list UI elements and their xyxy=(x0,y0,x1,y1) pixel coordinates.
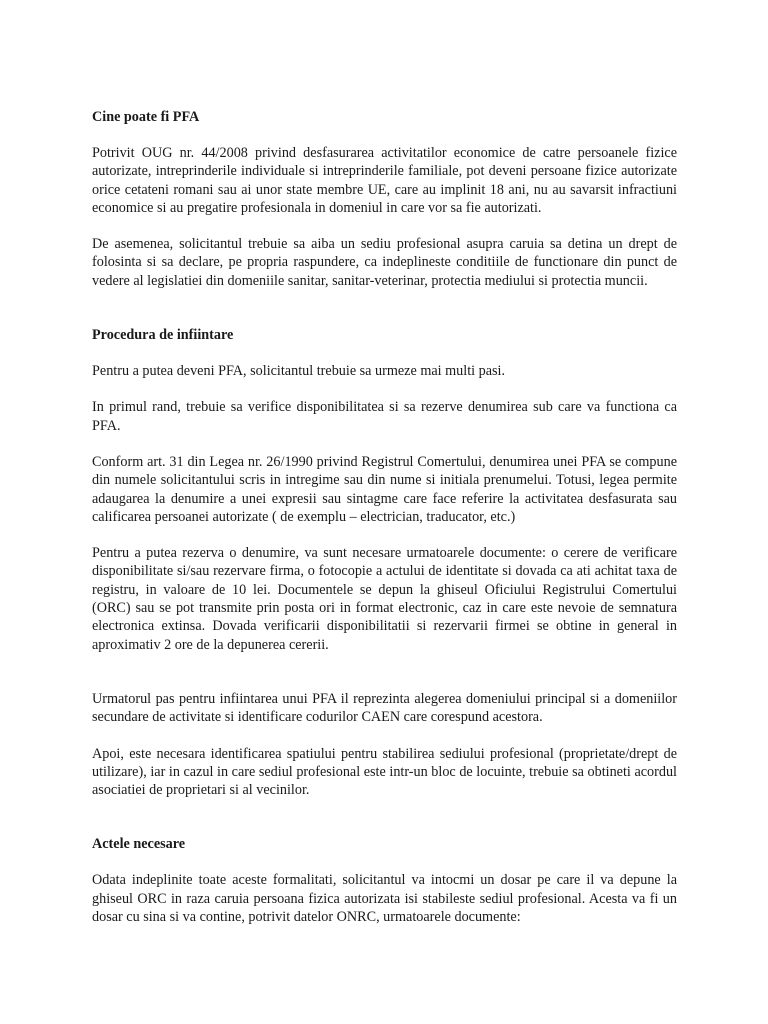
paragraph: Conform art. 31 din Legea nr. 26/1990 privind Registrul Comertului, denumirea unei PFA se compune din numele solicitantului scris in intregime sau din nume si initiala prenumelui. Totusi, legea permite adaugarea la denumire a unei expresii sau sintagme care face referire la activitatea desfasurata sau calificarea persoanei autorizate ( de exemplu – electrician, traducator, etc.) xyxy=(92,453,677,525)
paragraph: Pentru a putea deveni PFA, solicitantul trebuie sa urmeze mai multi pasi. xyxy=(92,363,506,380)
paragraph: Pentru a putea rezerva o denumire, va sunt necesare urmatoarele documente: o cerere de verificare disponibilitate si/sau rezervare firma, o fotocopie a actului de identitate si dovada ca ati achitat taxa de registru, in valoare de 10 lei. Documentele se depun la ghiseul Oficiului Registrului Comertului (ORC) sau se pot transmite prin posta ori in format electronic, caz in care este nevoie de semnatura electronica extinsa. Dovada verificarii disponibilitatii si rezervarii firmei se obtine in general in aproximativ 2 ore de la depunerea cererii. xyxy=(92,545,677,653)
paragraph: In primul rand, trebuie sa verifice disponibilitatea si sa rezerve denumirea sub care va functiona ca PFA. xyxy=(92,399,677,434)
paragraph: De asemenea, solicitantul trebuie sa aiba un sediu profesional asupra caruia sa detina un drept de folosinta si sa declare, pe propria raspundere, ca indeplineste conditiile de functionare din punct de vedere al legislatiei din domeniile sanitar, sanitar-veterinar, protectia mediului si protectia muncii. xyxy=(92,236,677,289)
heading-procedura-de-infiintare: Procedura de infiintare xyxy=(92,327,234,344)
paragraph: Urmatorul pas pentru infiintarea unui PFA il reprezinta alegerea domeniului principal si a domeniilor secundare de activitate si identificare codurilor CAEN care corespund acestora. xyxy=(92,690,677,726)
heading-cine-poate-fi-pfa: Cine poate fi PFA xyxy=(92,109,200,125)
paragraph: Apoi, este necesara identificarea spatiului pentru stabilirea sediului profesional (proprietate/drept de utilizare), iar in cazul in care sediul profesional este intr-un bloc de locuinte, trebuie sa obtineti acordul asociatiei de proprietari si al vecinilor. xyxy=(92,745,677,799)
paragraph: Potrivit OUG nr. 44/2008 privind desfasurarea activitatilor economice de catre persoanele fizice autorizate, intreprinderile individuale si intreprinderile familiale, pot deveni persoane fizice autorizate orice cetateni romani sau ai unor state membre UE, care au implinit 18 ani, nu au savarsit infractiuni economice si au pregatire profesionala in domeniul in care vor sa fie autorizati. xyxy=(92,145,677,216)
document-body xyxy=(92,108,677,926)
heading-actele-necesare: Actele necesare xyxy=(92,836,186,853)
paragraph: Odata indeplinite toate aceste formalitati, solicitantul va intocmi un dosar pe care il va depune la ghiseul ORC in raza caruia persoana fizica autorizata isi stabileste sediul profesional. Acesta va fi un dosar cu sina si va contine, potrivit datelor ONRC, urmatoarele documente: xyxy=(92,872,677,926)
